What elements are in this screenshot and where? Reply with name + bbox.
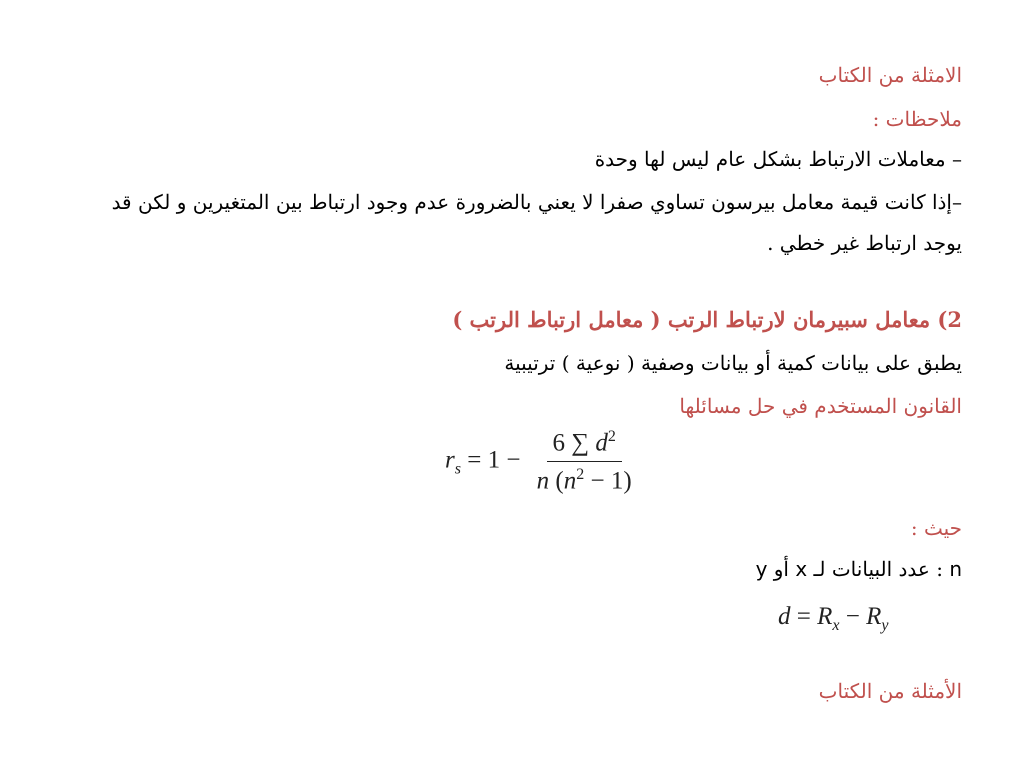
numerator-pow: 2: [607, 428, 616, 445]
where-label: حيث :: [910, 516, 962, 540]
examples-title-bottom: الأمثلة من الكتاب: [818, 679, 962, 703]
denominator-n: n: [536, 467, 550, 495]
denominator-var: n: [563, 467, 577, 495]
denominator-open: (: [555, 467, 564, 495]
spearman-formula: [445, 428, 638, 496]
note-line-1: – معاملات الارتباط بشكل عام ليس لها وحدة: [594, 147, 962, 171]
ry-subscript: y: [881, 617, 889, 634]
denominator-tail: − 1): [590, 467, 632, 495]
n-definition: [756, 556, 962, 582]
section-heading-spearman: 2) معامل سبيرمان لارتباط الرتب ( معامل ارتباط الرتب ): [452, 307, 962, 332]
n-var: n: [949, 557, 962, 581]
n-def-text: : عدد البيانات لـ: [807, 557, 950, 581]
numerator-coef: 6 ∑: [552, 429, 590, 457]
d-equals: =: [796, 603, 811, 630]
y-var: y: [755, 557, 768, 581]
formula-denominator: [531, 462, 638, 495]
notes-label: ملاحظات :: [872, 107, 962, 131]
d-formula: [778, 603, 889, 635]
formula-numerator: [547, 428, 622, 462]
rs-symbol: r: [445, 446, 455, 474]
law-label: القانون المستخدم في حل مسائلها: [679, 394, 962, 418]
equals-one-minus: = 1 −: [467, 446, 521, 474]
examples-title-top: الامثلة من الكتاب: [818, 63, 962, 87]
d-symbol: d: [778, 603, 791, 630]
applies-text: يطبق على بيانات كمية أو بيانات وصفية ( نوعية ) ترتيبية: [504, 351, 962, 375]
formula-fraction: [531, 428, 638, 496]
ry-symbol: R: [866, 603, 882, 630]
numerator-var: d: [595, 429, 608, 457]
rx-symbol: R: [817, 603, 833, 630]
note-line-2a: –إذا كانت قيمة معامل بيرسون تساوي صفرا لا يعني بالضرورة عدم وجود ارتباط بين المتغيرين و لكن قد: [111, 190, 962, 214]
or-text: أو: [767, 557, 796, 581]
note-line-2b: يوجد ارتباط غير خطي .: [767, 231, 962, 255]
rx-subscript: x: [832, 617, 840, 634]
x-var: x: [795, 557, 808, 581]
d-minus: −: [845, 603, 860, 630]
rs-subscript: s: [454, 460, 461, 478]
denominator-pow: 2: [576, 466, 585, 484]
